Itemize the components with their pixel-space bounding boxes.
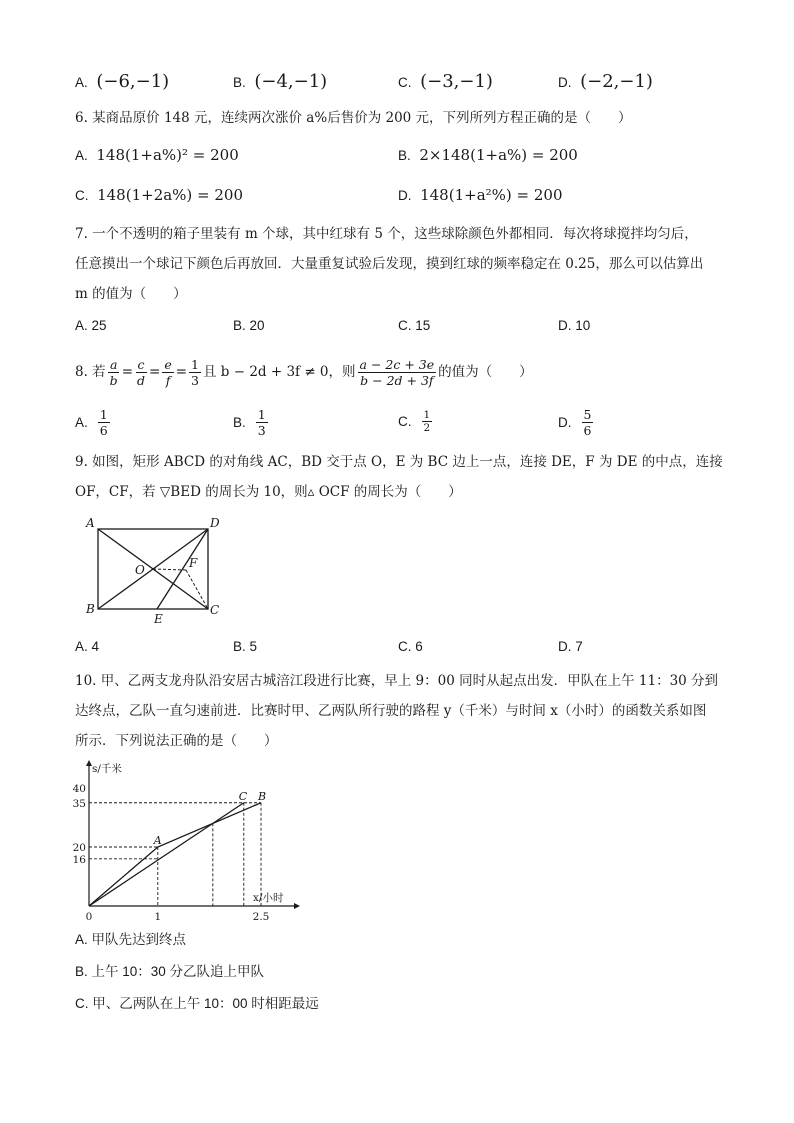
- q6-option-a: [75, 145, 239, 166]
- q9-option-d: D. 7: [558, 639, 583, 654]
- q8-condition: 且 b − 2d + 3f ≠ 0，则: [203, 364, 356, 380]
- q6-b-value: 2×148(1+a%) = 200: [419, 146, 578, 164]
- q5-option-a: [75, 72, 169, 93]
- q8-d-fraction: $\frac{5}{6}$: [583, 407, 592, 438]
- series-line-1: [89, 803, 261, 906]
- q5-c-value: (−3,−1): [420, 71, 493, 92]
- q8-option-c: [398, 409, 432, 434]
- q5-a-label: A.: [75, 75, 88, 90]
- q5-b-label: B.: [233, 75, 246, 90]
- q10-line-2: 达终点，乙队一直匀速前进．比赛时甲、乙两队所行驶的路程 y（千米）与时间 x（小时）的函数关系如图: [75, 703, 707, 719]
- q10-line-1: 10. 甲、乙两支龙舟队沿安居古城涪江段进行比赛，早上 9：00 同时从起点出发．甲队在上午 11：30 分到: [75, 673, 719, 689]
- segment-of: [153, 569, 186, 570]
- q5-b-value: (−4,−1): [254, 71, 328, 92]
- label-a: A: [86, 516, 95, 530]
- x-tick-label-1: 1: [154, 911, 162, 923]
- q9-option-b: B. 5: [233, 639, 258, 654]
- q8-fraction-expression: $\frac{a - 2c + 3e}{b - 2d + 3f}$: [359, 356, 435, 388]
- q8-fraction-e-f: $\frac{e}{f}$: [164, 356, 172, 388]
- q6-stem: 6. 某商品原价 148 元，连续两次涨价 a%后售价为 200 元，下列所列方程正确的是（ ）: [75, 110, 632, 126]
- q5-d-value: (−2,−1): [580, 71, 653, 92]
- x-axis-arrow-icon: [294, 903, 300, 909]
- x-tick-label-2.5: 2.5: [252, 911, 270, 923]
- y-tick-label-20: 20: [72, 842, 86, 854]
- q8-c-fraction: $\frac{1}{2}$: [423, 409, 431, 434]
- q6-c-label: C.: [75, 188, 89, 203]
- q5-c-label: C.: [398, 75, 412, 90]
- q6-a-value: 148(1+a%)² = 200: [96, 146, 239, 164]
- q8-option-a: [75, 407, 110, 438]
- y-tick-label-16: 16: [72, 853, 86, 866]
- q7-option-d: D. 10: [558, 318, 591, 333]
- q6-b-label: B.: [398, 148, 411, 163]
- q7-option-a: A. 25: [75, 318, 107, 333]
- q8-c-label: C.: [398, 413, 412, 429]
- q9-option-c: C. 6: [398, 639, 423, 654]
- point-label-c: C: [238, 789, 248, 803]
- q6-d-label: D.: [398, 188, 412, 203]
- q7-option-c: C. 15: [398, 318, 431, 333]
- q8-b-label: B.: [233, 414, 246, 430]
- x-axis-label: x/小时: [253, 892, 284, 904]
- segment-cf: [186, 570, 208, 609]
- q8-stem: 8. 若 $\frac{a}{b}$ = $\frac{c}{d}$ = $\frac{e}{f}$ = $\frac{1}{3}$ 且 b − 2d + 3f ≠ 0，则 $\frac{a - 2c + 3e}{b - 2d + 3f}$ 的值为（ ）: [75, 352, 533, 392]
- q5-option-b: [233, 72, 327, 93]
- q5-a-value: (−6,−1): [96, 71, 170, 92]
- q8-option-b: [233, 407, 268, 438]
- q7-line-1: 7. 一个不透明的箱子里装有 m 个球，其中红球有 5 个，这些球除颜色外都相同．每次将球搅拌均匀后，: [75, 226, 698, 242]
- q10-option-b: B. 上午 10：30 分乙队追上甲队: [75, 964, 265, 979]
- q8-a-fraction: $\frac{1}{6}$: [99, 407, 108, 438]
- point-label-a: A: [153, 834, 162, 847]
- q5-option-c: [398, 72, 493, 93]
- label-d: D: [210, 516, 220, 530]
- q8-fraction-c-d: $\frac{c}{d}$: [137, 356, 146, 388]
- q7-line-2: 任意摸出一个球记下颜色后再放回．大量重复试验后发现，摸到红球的频率稳定在 0.25，那么可以估算出: [75, 256, 704, 272]
- y-axis-label: s/千米: [92, 763, 122, 775]
- q7-option-b: B. 20: [233, 318, 265, 333]
- q8-d-label: D.: [558, 414, 572, 430]
- y-tick-label-35: 35: [72, 797, 86, 810]
- q9-option-a: A. 4: [75, 639, 100, 654]
- q9-line-2: OF，CF，若 ▽BED 的周长为 10，则▵ OCF 的周长为（ ）: [75, 484, 462, 500]
- y-tick-label-40: 40: [72, 783, 86, 795]
- q8-suffix: 的值为（ ）: [438, 364, 533, 380]
- label-e: E: [154, 612, 163, 626]
- label-o: O: [135, 563, 145, 577]
- q6-option-b: [398, 145, 578, 166]
- label-c: C: [210, 603, 220, 617]
- q9-line-1: 9. 如图，矩形 ABCD 的对角线 AC，BD 交于点 O，E 为 BC 边上一点，连接 DE，F 为 DE 的中点，连接: [75, 454, 723, 470]
- q5-d-label: D.: [558, 75, 572, 90]
- q10-line-3: 所示．下列说法正确的是（ ）: [75, 733, 278, 749]
- point-label-b: B: [258, 789, 267, 803]
- q8-option-d: [558, 407, 593, 438]
- q6-option-c: [75, 185, 243, 206]
- q6-option-d: [398, 185, 562, 206]
- x-tick-label-0: 0: [85, 911, 93, 923]
- q8-fraction-a-b: $\frac{a}{b}$: [109, 356, 118, 388]
- q6-c-value: 148(1+2a%) = 200: [97, 186, 244, 204]
- q10-distance-time-chart: [68, 758, 308, 924]
- q6-d-value: 148(1+a²%) = 200: [420, 186, 563, 204]
- q10-option-c: C. 甲、乙两队在上午 10：00 时相距最远: [75, 996, 319, 1011]
- q8-b-fraction: $\frac{1}{3}$: [257, 407, 266, 438]
- q10-option-a: A. 甲队先达到终点: [75, 932, 187, 947]
- q8-a-label: A.: [75, 414, 88, 430]
- q8-prefix: 8. 若: [75, 364, 106, 380]
- q6-a-label: A.: [75, 148, 88, 163]
- q5-option-d: [558, 72, 653, 93]
- series-line-2: [89, 803, 244, 906]
- label-f: F: [189, 556, 198, 570]
- q9-rectangle-figure: [80, 514, 230, 629]
- label-b: B: [86, 602, 95, 616]
- q7-line-3: m 的值为（ ）: [75, 286, 187, 302]
- q8-fraction-1-3: $\frac{1}{3}$: [191, 356, 199, 388]
